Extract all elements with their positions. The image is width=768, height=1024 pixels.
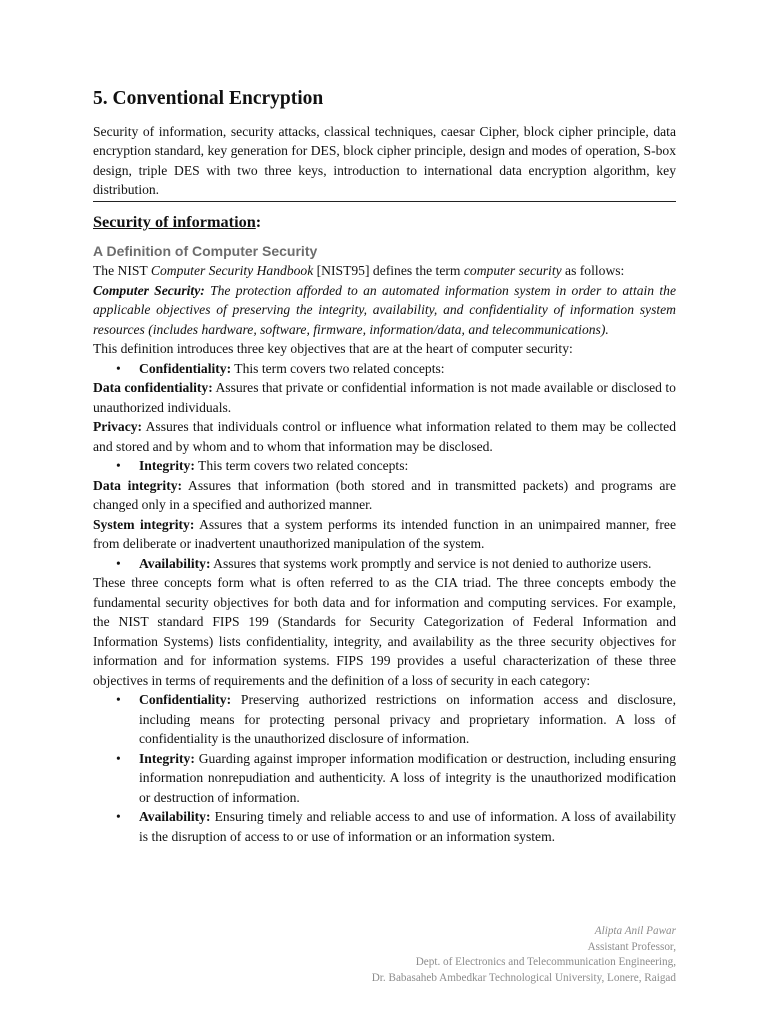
concept-data-integrity: Data integrity: Assures that information (both stored and in transmitted packets) and programs are changed only in a specified and authorized manner. xyxy=(93,477,676,512)
bullet-availability: • Availability: Assures that systems work promptly and service is not denied to authorize users. xyxy=(93,554,676,574)
concept-data-confidentiality: Data confidentiality: Assures that private or confidential information is not made available or disclosed to unauthorized individuals. xyxy=(93,380,676,415)
chapter-title: 5. Conventional Encryption xyxy=(93,88,324,109)
footer-author: Alipta Anil Pawar xyxy=(594,925,676,937)
footer-university: Dr. Babasaheb Ambedkar Technological University, Lonere, Raigad xyxy=(371,971,676,984)
bullet-integrity: • Integrity: This term covers two related concepts: xyxy=(93,456,676,476)
concept-privacy: Privacy: Assures that individuals control or influence what information related to them may be collected and stored and by whom and to whom that information may be disclosed. xyxy=(93,419,676,454)
footer-role: Assistant Professor, xyxy=(587,940,676,953)
fips-list xyxy=(93,690,676,846)
section-title: Security of information: xyxy=(93,212,262,231)
fips-availability: • Availability: Ensuring timely and reliable access to and use of information. A loss of availability is the disruption of access to or use of information or an information system. xyxy=(93,807,676,846)
subheading: A Definition of Computer Security xyxy=(93,243,318,259)
page-footer xyxy=(372,924,676,986)
nist-paragraph: The NIST Computer Security Handbook [NIST95] defines the term computer security as follows: xyxy=(93,263,625,278)
fips-confidentiality: • Confidentiality: Preserving authorized restrictions on information access and disclosure, including means for protecting personal privacy and proprietary information. A loss of confidentiality is the unauthorized disclosure of information. xyxy=(93,690,676,749)
chapter-summary: Security of information, security attacks, classical techniques, caesar Cipher, block cipher principle, data encryption standard, key generation for DES, block cipher principle, design and modes of operation, S-box design, triple DES with two three keys, introduction to international data encryption algorithm, key distribution. xyxy=(93,124,676,197)
fips-integrity: • Integrity: Guarding against improper information modification or destruction, including ensuring information nonrepudiation and authenticity. A loss of integrity is the unauthorized modification or destruction of information. xyxy=(93,749,676,808)
concept-system-integrity: System integrity: Assures that a system performs its intended function in an unimpaired manner, free from deliberate or inadvertent unauthorized manipulation of the system. xyxy=(93,516,676,551)
definition-paragraph: Computer Security: The protection afforded to an automated information system in order to attain the applicable objectives of preserving the integrity, availability, and confidentiality of information system resources (includes hardware, software, firmware, information/data, and telecommunications). xyxy=(93,282,676,337)
footer-dept: Dept. of Electronics and Telecommunication Engineering, xyxy=(415,956,676,968)
intro-line: This definition introduces three key objectives that are at the heart of computer security: xyxy=(93,341,573,356)
section-body xyxy=(93,261,676,846)
cia-paragraph: These three concepts form what is often referred to as the CIA triad. The three concepts embody the fundamental security objectives for both data and for information and computing services. For example, the NIST standard FIPS 199 (Standards for Security Categorization of Federal Information and Information Systems) lists confidentiality, integrity, and availability as the three security objectives for information and for information systems. FIPS 199 provides a useful characterization of these three objectives in terms of requirements and the definition of a loss of security in each category: xyxy=(93,575,676,688)
horizontal-rule xyxy=(93,201,676,202)
bullet-confidentiality: • Confidentiality: This term covers two related concepts: xyxy=(93,359,676,379)
